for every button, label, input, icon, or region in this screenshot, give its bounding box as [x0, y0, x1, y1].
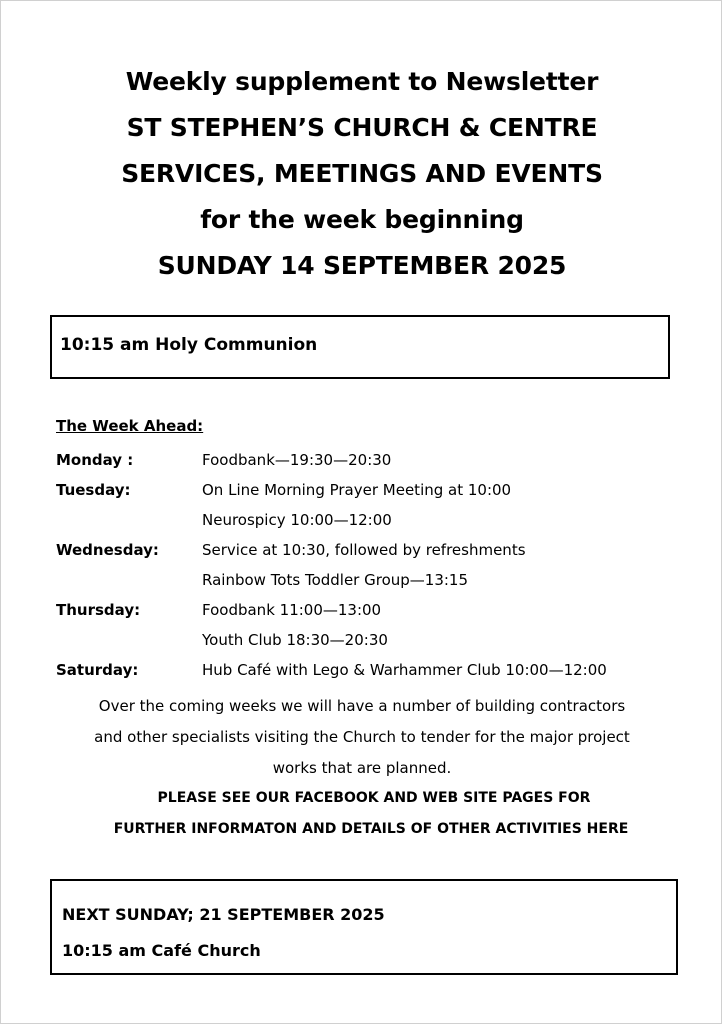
title-line: for the week beginning: [200, 205, 524, 234]
schedule-row: [56, 565, 686, 595]
next-sunday-box: [50, 879, 678, 975]
schedule-row: [56, 535, 686, 565]
schedule-day: Monday :: [56, 451, 134, 469]
notice-line: Over the coming weeks we will have a number of building contractors: [98, 697, 626, 715]
notice-bold-line: PLEASE SEE OUR FACEBOOK AND WEB SITE PAGES FOR: [157, 790, 591, 806]
title-line: SUNDAY 14 SEPTEMBER 2025: [157, 251, 567, 280]
page-title: [1, 59, 722, 289]
weekly-schedule: [56, 445, 686, 685]
next-sunday-heading: NEXT SUNDAY; 21 SEPTEMBER 2025: [62, 905, 385, 924]
schedule-day: Thursday:: [56, 601, 141, 619]
schedule-activity: Foodbank 11:00—13:00: [202, 601, 382, 619]
sunday-service-text: 10:15 am Holy Communion: [60, 335, 318, 355]
notice-line: and other specialists visiting the Church to tender for the major project: [94, 728, 630, 746]
schedule-day: Wednesday:: [56, 541, 159, 559]
notice-line: works that are planned.: [272, 759, 452, 777]
schedule-activity: Youth Club 18:30—20:30: [202, 631, 388, 649]
notice-bold-line: FURTHER INFORMATON AND DETAILS OF OTHER ACTIVITIES HERE: [113, 821, 629, 837]
title-line: ST STEPHEN’S CHURCH & CENTRE: [126, 113, 598, 142]
schedule-activity: Neurospicy 10:00—12:00: [202, 511, 392, 529]
facebook-website-notice: [61, 783, 681, 845]
next-sunday-service: 10:15 am Café Church: [62, 941, 261, 960]
schedule-activity: Rainbow Tots Toddler Group—13:15: [202, 571, 469, 589]
schedule-day: Saturday:: [56, 661, 139, 679]
sunday-service-box: [50, 315, 670, 379]
schedule-activity: On Line Morning Prayer Meeting at 10:00: [202, 481, 512, 499]
schedule-row: [56, 505, 686, 535]
title-line: Weekly supplement to Newsletter: [125, 67, 599, 96]
schedule-activity: Hub Café with Lego & Warhammer Club 10:00—12:00: [202, 661, 607, 679]
title-line: SERVICES, MEETINGS AND EVENTS: [121, 159, 603, 188]
schedule-activity: Service at 10:30, followed by refreshments: [202, 541, 526, 559]
schedule-day: Tuesday:: [56, 481, 131, 499]
schedule-row: [56, 655, 686, 685]
week-ahead-heading: The Week Ahead:: [56, 417, 204, 435]
contractors-notice: [31, 691, 693, 784]
schedule-row: [56, 595, 686, 625]
schedule-row: [56, 445, 686, 475]
schedule-row: [56, 625, 686, 655]
schedule-activity: Foodbank—19:30—20:30: [202, 451, 392, 469]
schedule-row: [56, 475, 686, 505]
